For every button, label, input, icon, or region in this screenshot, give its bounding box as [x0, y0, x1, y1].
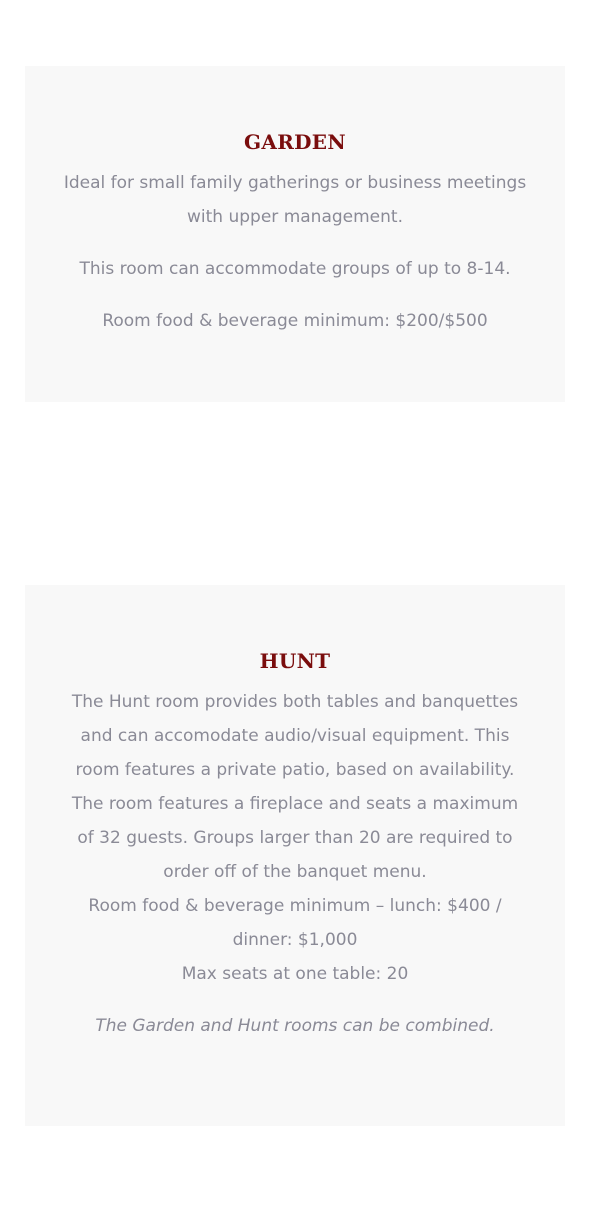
garden-room-capacity: This room can accommodate groups of up to 8-14.	[79, 259, 511, 279]
garden-room-card	[25, 66, 565, 402]
combined-rooms-note: The Garden and Hunt rooms can be combined.	[95, 1016, 495, 1036]
garden-room-title: GARDEN	[244, 130, 346, 154]
hunt-room-description: The Hunt room provides both tables and banquettes and can accomodate audio/visual equipment. This room features a private patio, based on availability. The room features a fireplace and seats a maximum of 32 guests. Groups larger than 20 are required to order off of the banquet menu.	[71, 692, 519, 882]
hunt-room-minimum: Room food & beverage minimum – lunch: $400 / dinner: $1,000	[88, 896, 502, 950]
hunt-room-title: HUNT	[259, 649, 331, 673]
garden-room-description: Ideal for small family gatherings or business meetings with upper management.	[63, 173, 527, 227]
garden-room-minimum: Room food & beverage minimum: $200/$500	[102, 311, 488, 331]
hunt-room-card	[25, 585, 565, 1126]
hunt-room-max-seats: Max seats at one table: 20	[181, 964, 409, 984]
